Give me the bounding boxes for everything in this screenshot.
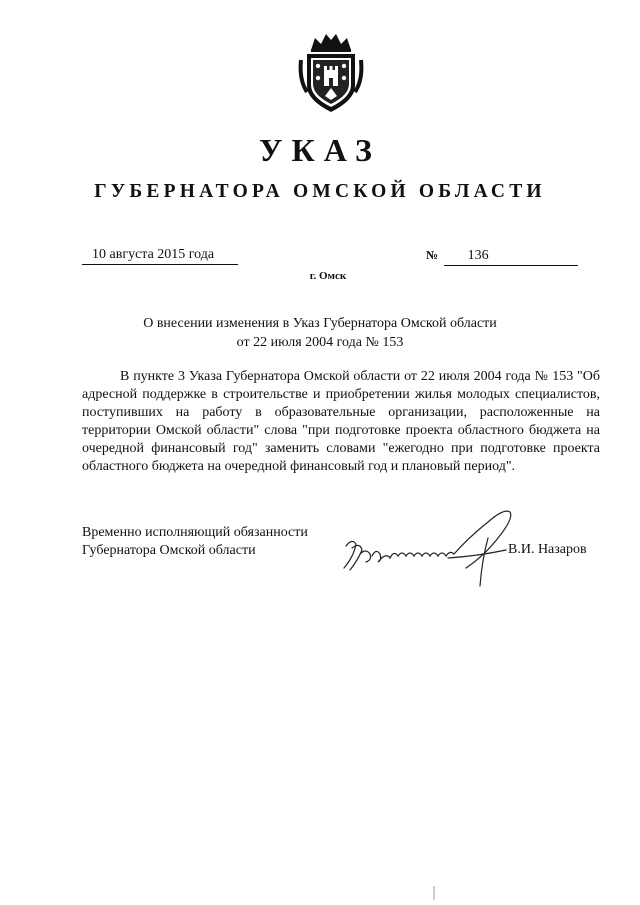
signer-position (82, 524, 308, 560)
number-label: № (426, 248, 439, 262)
document-title: УКАЗ (259, 132, 381, 168)
heading-line: О внесении изменения в Указ Губернатора Омской области (143, 316, 497, 331)
document-number-block (426, 246, 578, 266)
heading-line: от 22 июля 2004 года № 153 (236, 335, 404, 350)
document-date: 10 августа 2015 года (82, 246, 238, 265)
document-subtitle: ГУБЕРНАТОРА ОМСКОЙ ОБЛАСТИ (94, 181, 546, 202)
document-number: 136 (444, 247, 578, 266)
scan-mark-icon (430, 886, 438, 900)
document-heading (0, 314, 640, 352)
signer-name: В.И. Назаров (508, 542, 587, 557)
document-city: г. Омск (309, 270, 347, 282)
document-body: В пункте 3 Указа Губернатора Омской области от 22 июля 2004 года № 153 "Об адресной поддержке в строительстве и приобретении жилья молодых специалистов, поступивших на работу в образовательные организации, расположенные на территории Омской области" слова "при подготовке проекта областного бюджета на очередной финансовый год" заменить словами "ежегодно при подготовке проекта областного бюджета на очередной финансовый год и плановый период". (82, 369, 600, 474)
coat-of-arms-icon (297, 30, 365, 116)
signature-icon (338, 498, 524, 592)
position-line: Временно исполняющий обязанности (82, 525, 308, 540)
position-line: Губернатора Омской области (82, 543, 256, 558)
